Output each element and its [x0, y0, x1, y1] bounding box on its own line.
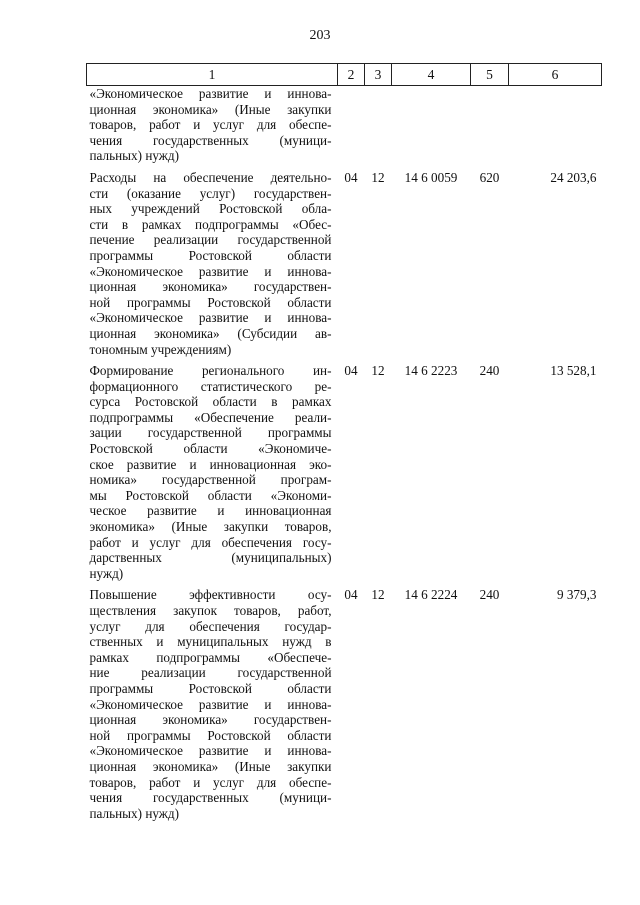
description-line: «Экономическое развитие и иннова-: [89, 263, 332, 279]
description-line: ной программы Ростовской области: [89, 727, 332, 743]
row-section-code: [338, 86, 365, 170]
description-line: «Экономическое развитие и иннова-: [89, 696, 332, 712]
row-section-code: 04: [344, 363, 358, 379]
description-line: «Экономическое развитие и иннова-: [89, 310, 332, 326]
description-line: ское развитие и инновационная эко-: [89, 456, 332, 472]
row-target-item-code: 14 6 2223: [404, 363, 458, 379]
description-line: формационного статистического ре-: [89, 378, 332, 394]
description-line: ционная экономика» (Субсидии ав-: [89, 325, 332, 341]
table-row: [87, 86, 602, 170]
header-col-2: 2: [338, 64, 365, 86]
description-line: товаров, работ и услуг для обеспе-: [89, 117, 332, 133]
description-line: ние реализации государственной: [89, 665, 332, 681]
description-line: ционная экономика» государствен-: [89, 279, 332, 295]
row-description: [87, 170, 338, 363]
row-expense-type-code: 240: [479, 363, 500, 379]
description-line: Повышение эффективности осу-: [89, 587, 332, 603]
table-body: [87, 86, 602, 828]
row-subsection-code: [365, 86, 392, 170]
description-line: программы Ростовской области: [89, 247, 332, 263]
description-line: услуг для обеспечения государ-: [89, 618, 332, 634]
table-row: [87, 363, 602, 587]
row-target-item-code: 14 6 0059: [404, 169, 458, 185]
table-row: [87, 587, 602, 827]
description-line: Формирование регионального ин-: [89, 363, 332, 379]
description-line: ственных и муниципальных нужд в: [89, 634, 332, 650]
description-line: чения государственных (муници-: [89, 132, 332, 148]
description-line: подпрограммы «Обеспечение реали-: [89, 409, 332, 425]
row-description: [87, 363, 338, 587]
description-line: Ростовской области «Экономиче-: [89, 441, 332, 457]
row-expense-type-code: [471, 86, 509, 170]
description-line: ных учреждений Ростовской обла-: [89, 201, 332, 217]
description-line: экономика» (Иные закупки товаров,: [89, 519, 332, 535]
table-row: [87, 170, 602, 363]
page-number: 203: [309, 28, 331, 43]
row-section-code: 04: [344, 587, 358, 603]
header-col-5: 5: [471, 64, 509, 86]
description-line: «Экономическое развитие и иннова-: [89, 86, 332, 101]
description-line: печение реализации государственной: [89, 232, 332, 248]
description-line: сурса Ростовской области в рамках: [89, 394, 332, 410]
row-expense-type-code: 620: [479, 169, 500, 185]
description-line: номика» государственной програм-: [89, 472, 332, 488]
description-line: мы Ростовской области «Экономи-: [89, 487, 332, 503]
row-expense-type-code: 240: [479, 587, 500, 603]
header-row: [87, 64, 602, 86]
description-line: ционная экономика» (Иные закупки: [89, 758, 332, 774]
description-line: рамках подпрограммы «Обеспече-: [89, 649, 332, 665]
description-line: нужд): [89, 565, 124, 581]
header-col-4: 4: [392, 64, 471, 86]
row-target-item-code: 14 6 2224: [404, 587, 458, 603]
description-line: «Экономическое развитие и иннова-: [89, 743, 332, 759]
row-amount: [509, 86, 602, 170]
description-line: ческое развитие и инновационная: [89, 503, 332, 519]
description-line: ществления закупок товаров, работ,: [89, 603, 332, 618]
description-line: пальных) нужд): [89, 805, 180, 821]
description-line: ной программы Ростовской области: [89, 294, 332, 310]
description-line: работ и услуг для обеспечения госу-: [89, 534, 332, 550]
row-target-item-code: [392, 86, 471, 170]
description-line: дарственных (муниципальных): [89, 550, 332, 566]
description-line: Расходы на обеспечение деятельно-: [89, 169, 332, 185]
row-description: [87, 587, 338, 827]
row-amount: 13 528,1: [550, 363, 597, 379]
row-subsection-code: 12: [371, 587, 385, 603]
row-description: [87, 86, 338, 170]
description-line: зации государственной программы: [89, 425, 332, 441]
description-line: сти в рамках подпрограммы «Обес-: [89, 216, 332, 232]
row-section-code: 04: [344, 169, 358, 185]
row-amount: 24 203,6: [550, 169, 597, 185]
description-line: тономным учреждениям): [89, 341, 232, 357]
description-line: сти (оказание услуг) государствен-: [89, 185, 332, 201]
description-line: программы Ростовской области: [89, 680, 332, 696]
description-line: ционная экономика» государствен-: [89, 712, 332, 728]
budget-table: [86, 63, 602, 827]
description-line: чения государственных (муници-: [89, 790, 332, 806]
row-subsection-code: 12: [371, 363, 385, 379]
table-header: [87, 64, 602, 86]
header-col-1: 1: [87, 64, 338, 86]
row-subsection-code: 12: [371, 169, 385, 185]
description-line: ционная экономика» (Иные закупки: [89, 101, 332, 117]
description-line: товаров, работ и услуг для обеспе-: [89, 774, 332, 790]
header-col-3: 3: [365, 64, 392, 86]
row-amount: 9 379,3: [556, 587, 597, 603]
description-line: пальных) нужд): [89, 148, 180, 164]
header-col-6: 6: [509, 64, 602, 86]
